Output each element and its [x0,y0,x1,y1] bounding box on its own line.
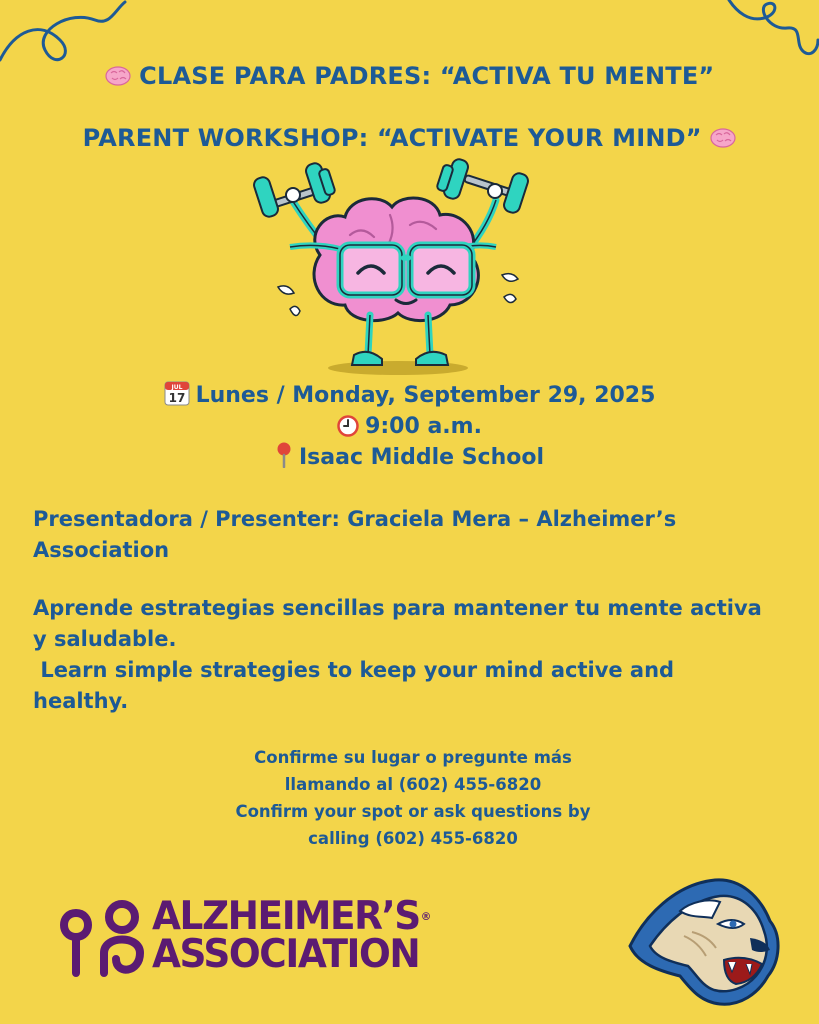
logo-wordmark [152,894,432,977]
event-date-line [0,380,819,411]
swirl-decoration-left [0,0,130,70]
brain-emoji-icon [105,65,131,87]
event-date: Lunes / Monday, September 29, 2025 [195,383,656,408]
brain-emoji-icon [710,127,736,149]
event-time: 9:00 a.m. [365,414,482,439]
presenter-text: Presentadora / Presenter: Graciela Mera – Alzheimer’s Association [33,507,677,562]
event-time-line [0,411,819,442]
contact-line-1: Confirme su lugar o pregunte más [254,748,572,767]
description-spanish: Aprende estrategias sencillas para mantener tu mente activa y saludable. [33,596,762,651]
calendar-icon-month: JUL [171,384,183,391]
logo-line-1: ALZHEIMER’S [152,894,420,939]
description [33,593,773,717]
title-english [0,124,819,152]
alzheimers-logo-mark-icon [58,895,150,977]
logo-line-2: ASSOCIATION [152,932,420,977]
contact-line-2: llamando al (602) 455-6820 [284,775,542,794]
description-english: Learn simple strategies to keep your mind active and healthy. [33,658,682,713]
event-location: Isaac Middle School [298,445,545,470]
calendar-icon [164,380,190,406]
contact-info [0,744,819,852]
contact-line-3: Confirm your spot or ask questions by [235,802,591,821]
alzheimers-association-logo [58,895,443,977]
event-location-line [0,442,819,473]
cougar-mascot-logo [620,876,785,1011]
title-english-text: PARENT WORKSHOP: “ACTIVATE YOUR MIND” [82,124,702,152]
title-spanish-text: CLASE PARA PADRES: “ACTIVA TU MENTE” [139,62,715,90]
calendar-icon-day: 17 [168,391,185,405]
logo-registered-mark: ® [420,910,432,923]
brain-mascot-illustration [250,155,540,377]
clock-icon [337,415,359,437]
pin-icon [275,442,293,468]
title-spanish [0,62,819,90]
event-info [0,380,819,473]
contact-line-4: calling (602) 455-6820 [308,829,518,848]
swirl-decoration-right [719,0,819,70]
